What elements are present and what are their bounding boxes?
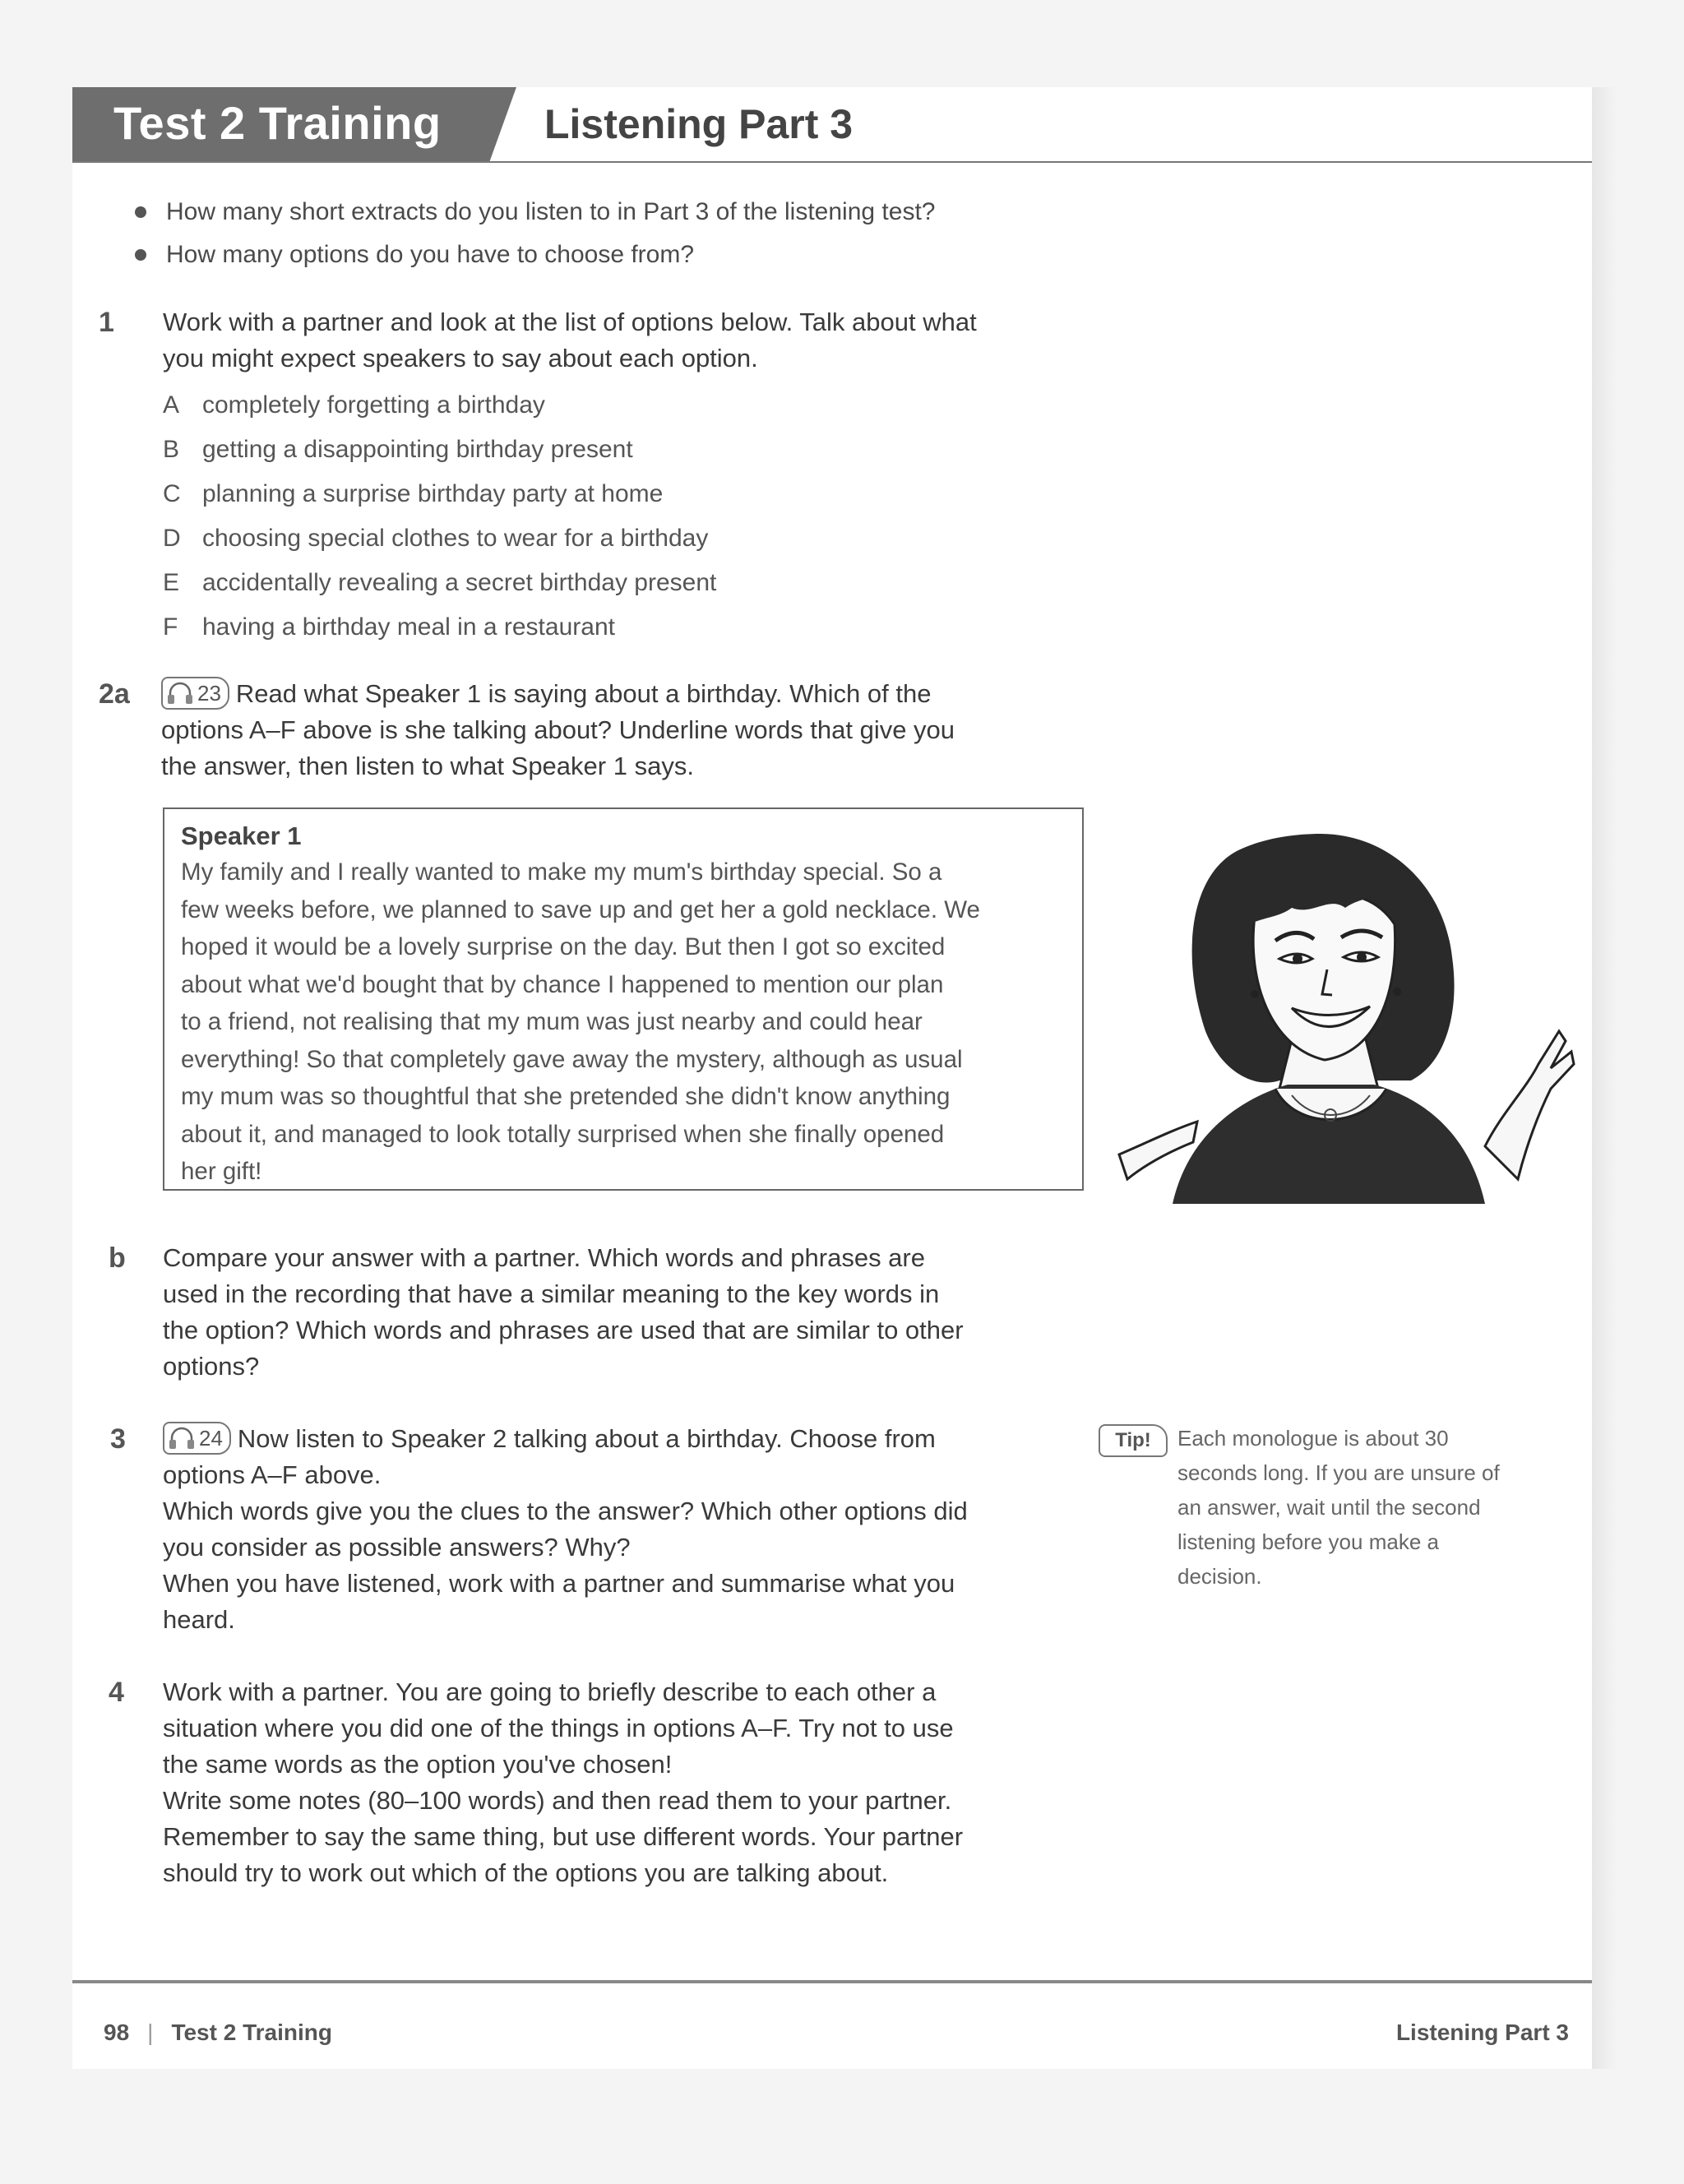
instruction-line: options A–F above is she talking about? Underline words that give you — [161, 715, 955, 744]
exercise-number: b — [109, 1242, 126, 1274]
track-number: 24 — [199, 1425, 223, 1451]
tip-label: Tip! — [1099, 1424, 1168, 1457]
transcript-line: her gift! — [181, 1158, 262, 1185]
option-item — [163, 516, 1085, 561]
instruction-line: When you have listened, work with a partner and summarise what you — [163, 1569, 955, 1598]
option-text: accidentally revealing a secret birthday present — [202, 569, 717, 596]
tip-line: an answer, wait until the second — [1177, 1495, 1481, 1520]
exercise-3 — [99, 1421, 1085, 1638]
transcript-line: few weeks before, we planned to save up and get her a gold necklace. We — [181, 895, 980, 923]
instruction-line: the option? Which words and phrases are used that are similar to other — [163, 1316, 964, 1344]
audio-track-badge — [161, 677, 229, 710]
option-item — [163, 428, 1085, 472]
option-letter: A — [163, 391, 180, 419]
instruction-line: situation where you did one of the things in options A–F. Try not to use — [163, 1714, 954, 1742]
instruction-line: you consider as possible answers? Why? — [163, 1533, 631, 1562]
exercise-number: 2a — [99, 678, 130, 710]
exercise-2a — [99, 676, 1085, 784]
part-title: Listening Part 3 — [544, 101, 854, 147]
option-letter: C — [163, 480, 181, 507]
option-letter: E — [163, 569, 180, 596]
transcript-line: My family and I really wanted to make my mum's birthday special. So a — [181, 858, 942, 886]
option-item — [163, 472, 1085, 516]
tip-line: seconds long. If you are unsure of — [1177, 1460, 1500, 1485]
instruction-line: Write some notes (80–100 words) and then read them to your partner. — [163, 1786, 952, 1815]
speaker-1-transcript-box — [163, 807, 1084, 1191]
bullet-dot-icon — [135, 206, 146, 218]
options-list — [163, 383, 1085, 650]
option-letter: D — [163, 525, 181, 552]
headphones-icon — [166, 681, 194, 706]
bullet-item — [130, 191, 1117, 234]
footer-separator: | — [147, 2020, 154, 2045]
bullet-text: How many options do you have to choose from? — [166, 241, 695, 268]
intro-bullets — [130, 191, 1117, 276]
header-rule — [72, 161, 1592, 163]
exercise-number: 3 — [110, 1423, 126, 1455]
tip-line: listening before you make a — [1177, 1529, 1439, 1554]
option-item — [163, 605, 1085, 650]
instruction-line: options A–F above. — [163, 1460, 382, 1489]
option-text: completely forgetting a birthday — [202, 391, 545, 419]
option-letter: B — [163, 436, 180, 463]
tip-box — [1099, 1421, 1559, 1594]
bullet-dot-icon — [135, 249, 146, 261]
instruction-line: Read what Speaker 1 is saying about a birthday. Which of the — [235, 679, 932, 708]
transcript-line: to a friend, not realising that my mum was just nearby and could hear — [181, 1008, 923, 1035]
bullet-item — [130, 234, 1117, 276]
woman-illustration — [1115, 817, 1575, 1204]
transcript-line: hoped it would be a lovely surprise on the day. But then I got so excited — [181, 933, 946, 960]
tip-line: decision. — [1177, 1564, 1262, 1589]
footer-left — [104, 2020, 332, 2046]
option-text: planning a surprise birthday party at home — [202, 480, 664, 507]
transcript-line: everything! So that completely gave away the mystery, although as usual — [181, 1045, 963, 1073]
exercise-number: 4 — [109, 1677, 124, 1708]
instruction-line: options? — [163, 1352, 260, 1381]
option-item — [163, 561, 1085, 605]
section-title: Test 2 Training — [113, 97, 442, 149]
instruction-line: used in the recording that have a similar meaning to the key words in — [163, 1279, 940, 1308]
headphones-icon — [168, 1426, 196, 1451]
instruction-line: the same words as the option you've chosen! — [163, 1750, 673, 1779]
instruction-line: Remember to say the same thing, but use different words. Your partner — [163, 1822, 964, 1851]
speaker-title: Speaker 1 — [181, 821, 302, 850]
tip-line: Each monologue is about 30 — [1177, 1426, 1449, 1451]
option-text: having a birthday meal in a restaurant — [202, 613, 615, 641]
instruction-line: the answer, then listen to what Speaker 1 says. — [161, 752, 694, 780]
option-item — [163, 383, 1085, 428]
instruction-line: Work with a partner. You are going to briefly describe to each other a — [163, 1677, 937, 1706]
instruction-line: Now listen to Speaker 2 talking about a birthday. Choose from — [237, 1424, 936, 1453]
footer-rule — [72, 1980, 1592, 1983]
page-number: 98 — [104, 2020, 130, 2045]
option-letter: F — [163, 613, 178, 641]
exercise-1 — [99, 304, 1085, 650]
instruction-line: Work with a partner and look at the list of options below. Talk about what — [163, 308, 977, 336]
page-edge-shadow — [1592, 87, 1617, 2069]
instruction-line: should try to work out which of the options you are talking about. — [163, 1858, 889, 1887]
bullet-text: How many short extracts do you listen to in Part 3 of the listening test? — [166, 198, 936, 225]
exercise-4 — [99, 1674, 1085, 1891]
exercise-number: 1 — [99, 307, 114, 338]
transcript-line: about it, and managed to look totally surprised when she finally opened — [181, 1120, 945, 1148]
transcript-line: about what we'd bought that by chance I happened to mention our plan — [181, 970, 944, 998]
instruction-line: Compare your answer with a partner. Which words and phrases are — [163, 1243, 925, 1272]
footer-section-label: Test 2 Training — [171, 2020, 332, 2045]
instruction-line: heard. — [163, 1605, 235, 1634]
transcript-line: my mum was so thoughtful that she pretended she didn't know anything — [181, 1083, 951, 1110]
option-text: choosing special clothes to wear for a birthday — [202, 525, 709, 552]
option-text: getting a disappointing birthday present — [202, 436, 633, 463]
exercise-2b — [99, 1240, 1085, 1385]
instruction-line: you might expect speakers to say about each option. — [163, 344, 758, 372]
track-number: 23 — [197, 680, 221, 706]
instruction-line: Which words give you the clues to the answer? Which other options did — [163, 1497, 968, 1525]
audio-track-badge — [163, 1422, 231, 1455]
footer-part-label: Listening Part 3 — [1395, 2020, 1569, 2045]
